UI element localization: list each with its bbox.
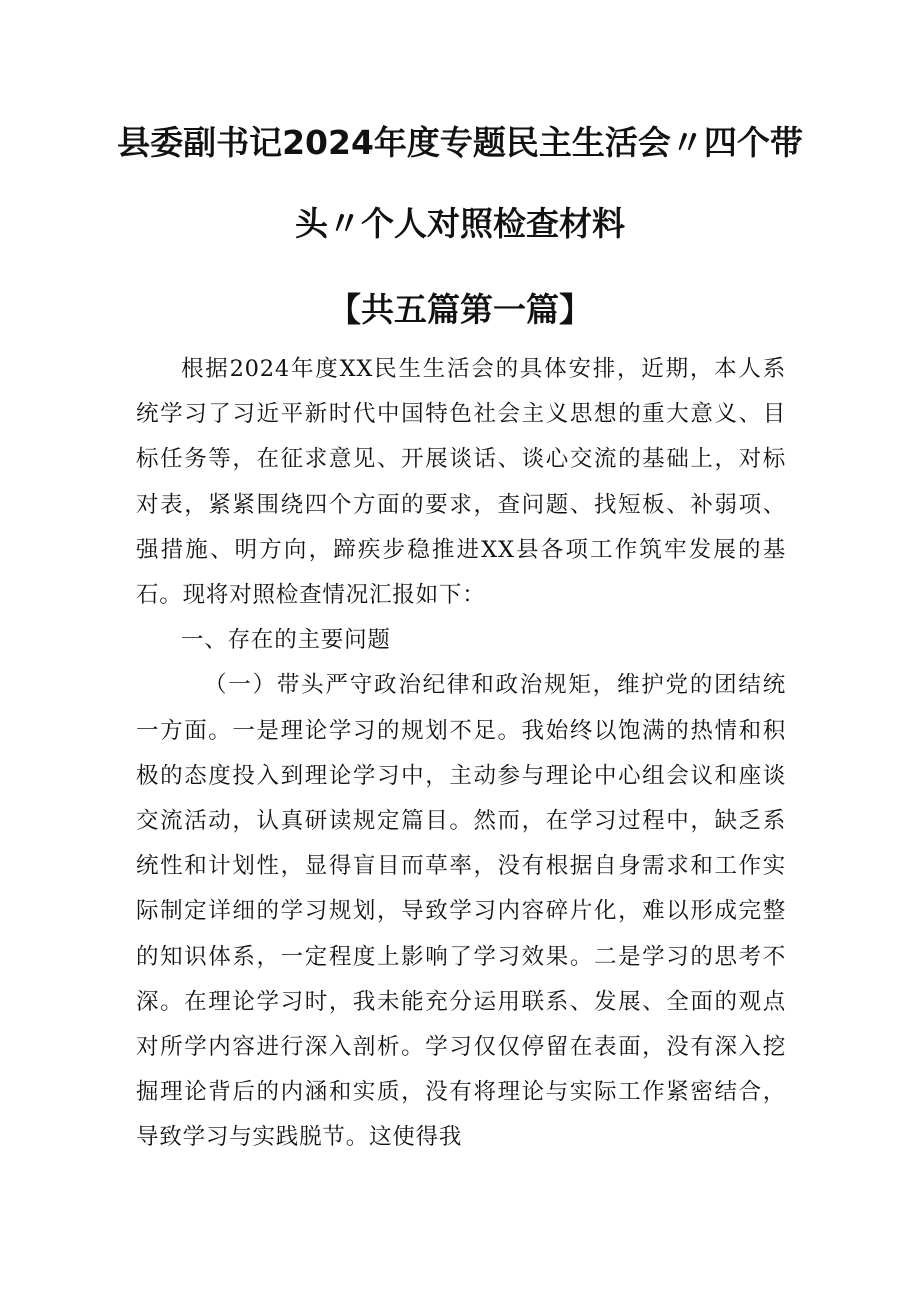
document-title-line-1: 县委副书记2024年度专题民主生活会〃四个带 [117,123,803,162]
section-heading: 一、存在的主要问题 [181,627,391,654]
intro-paragraph: 根据2024年度XX民生生活会的具体安排，近期，本人系统学习了习近平新时代中国特色社会主义思想的重大意义、目标任务等，在征求意见、开展谈话、谈心交流的基础上，对标对表，紧紧围绕四个方面的要求，查问题、找短板、补弱项、强措施、明方向，蹄疾步稳推进XX县各项工作筑牢发展的基石。现将对照检查情况汇报如下： [136,356,786,609]
document-title-line-2: 头〃个人对照检查材料 [295,204,625,243]
document-body [136,347,786,1161]
document-part-label: 【共五篇第一篇】 [328,290,592,329]
subsection-paragraph: （一）带头严守政治纪律和政治规矩，维护党的团结统一方面。一是理论学习的规划不足。我始终以饱满的热情和积极的态度投入到理论学习中，主动参与理论中心组会议和座谈交流活动，认真研读规定篇目。然而，在学习过程中，缺乏系统性和计划性，显得盲目而草率，没有根据自身需求和工作实际制定详细的学习规划，导致学习内容碎片化，难以形成完整的知识体系，一定程度上影响了学习效果。二是学习的思考不深。在理论学习时，我未能充分运用联系、发展、全面的观点对所学内容进行深入剖析。学习仅仅停留在表面，没有深入挖掘理论背后的内涵和实质，没有将理论与实际工作紧密结合，导致学习与实践脱节。这使得我 [136,672,786,1151]
